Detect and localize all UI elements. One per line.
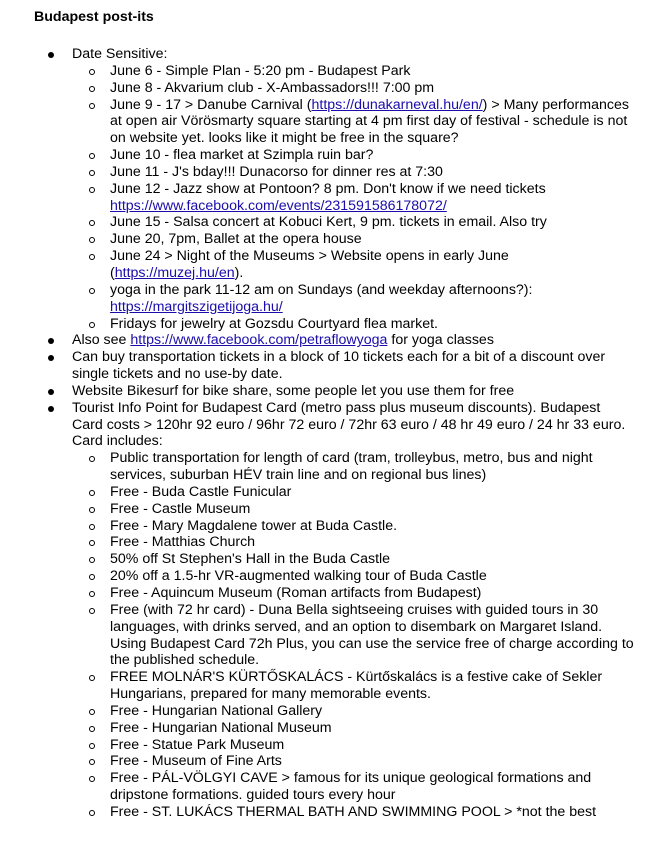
list-item-text: Free - Matthias Church	[110, 534, 256, 551]
date-sensitive-sublist	[72, 63, 634, 333]
hollow-bullet-icon	[89, 675, 95, 681]
list-item-text: Free - Buda Castle Funicular	[110, 483, 292, 500]
list-item-text: Fridays for jewelry at Gozsdu Courtyard flea market.	[110, 315, 439, 332]
hollow-bullet-icon	[89, 490, 95, 496]
list-item-text: June 15 - Salsa concert at Kobuci Kert, 9 pm. tickets in email. Also try	[110, 214, 547, 231]
list-item	[72, 534, 634, 551]
list-item	[72, 282, 634, 316]
list-item-text: FREE MOLNÁR'S KÜRTŐSKALÁCS - Kürtőskalács is a festive cake of Sekler Hungarians, prepared for many memorable events.	[110, 669, 603, 703]
filled-bullet-icon	[48, 406, 54, 412]
list-item-text: ) > Many performances at open air Vörösmarty square starting at 4 pm first day of festival - schedule is not on website yet. looks like it might be free in the square?	[110, 96, 629, 147]
hollow-bullet-icon	[89, 254, 95, 260]
list-item	[72, 214, 634, 231]
list-item	[72, 484, 634, 501]
hollow-bullet-icon	[89, 540, 95, 546]
list-item	[72, 703, 634, 720]
facebook-event-link[interactable]: https://www.facebook.com/events/231591586178072/	[110, 197, 447, 214]
list-item-budapest-card	[34, 400, 634, 821]
hollow-bullet-icon	[89, 103, 95, 109]
filled-bullet-icon	[48, 338, 54, 344]
hollow-bullet-icon	[89, 709, 95, 715]
hollow-bullet-icon	[89, 153, 95, 159]
list-item	[72, 316, 634, 333]
list-item-text: Website Bikesurf for bike share, some people let you use them for free	[72, 382, 515, 399]
hollow-bullet-icon	[89, 776, 95, 782]
list-item-text: June 10 - flea market at Szimpla ruin bar?	[110, 147, 374, 164]
list-item	[72, 669, 634, 703]
list-item-text: Free - Museum of Fine Arts	[110, 753, 282, 770]
list-item-transport-tickets	[34, 349, 634, 383]
hollow-bullet-icon	[89, 591, 95, 597]
hollow-bullet-icon	[89, 187, 95, 193]
list-item-text: for yoga classes	[387, 332, 494, 349]
list-item-text: ).	[234, 264, 244, 281]
muzej-link[interactable]: https://muzej.hu/en	[114, 264, 235, 281]
list-item-text: June 12 - Jazz show at Pontoon? 8 pm. Don't know if we need tickets	[110, 180, 546, 197]
list-item-text: 50% off St Stephen's Hall in the Buda Castle	[110, 551, 391, 568]
petraflowyoga-link[interactable]: https://www.facebook.com/petraflowyoga	[130, 332, 388, 349]
list-item-text: Free - Aquincum Museum (Roman artifacts from Budapest)	[110, 585, 482, 601]
list-item-label: Tourist Info Point for Budapest Card (metro pass plus museum discounts). Budapest Card costs > 120hr 92 euro / 96hr 72 euro / 72hr 63 euro / 48 hr 49 euro / 24 hr 33 euro. Card includes:	[72, 399, 626, 450]
list-item-text: Free - PÁL-VÖLGYI CAVE > famous for its unique geological formations and dripstone formations. guided tours every hour	[110, 770, 592, 804]
list-item	[72, 737, 634, 754]
list-item-text: June 9 - 17 > Danube Carnival (	[110, 96, 312, 113]
hollow-bullet-icon	[89, 810, 95, 816]
list-item	[72, 585, 634, 602]
hollow-bullet-icon	[89, 507, 95, 513]
hollow-bullet-icon	[89, 237, 95, 243]
list-item-text: Free (with 72 hr card) - Duna Bella sightseeing cruises with guided tours in 30 languages, with drinks served, and an option to disembark on Margaret Island. Using Budapest Card 72h Plus, you can use the service free of charge according to the published schedule.	[110, 601, 634, 669]
hollow-bullet-icon	[89, 574, 95, 580]
list-item-text: June 20, 7pm, Ballet at the opera house	[110, 231, 362, 248]
hollow-bullet-icon	[89, 288, 95, 294]
list-item-text: Free - ST. LUKÁCS THERMAL BATH AND SWIMMING POOL > *not the best	[110, 803, 597, 820]
list-item	[72, 147, 634, 164]
document-title: Budapest post-its	[34, 9, 154, 25]
list-item	[72, 501, 634, 518]
list-item-text: Also see	[72, 332, 131, 349]
list-item	[72, 518, 634, 535]
list-item-also-see	[34, 332, 634, 349]
list-item	[72, 804, 634, 821]
list-item	[72, 63, 634, 80]
list-item-text: June 24 > Night of the Museums > Website opens in early June (	[110, 248, 509, 281]
list-item	[72, 164, 634, 181]
hollow-bullet-icon	[89, 743, 95, 749]
list-item	[72, 450, 634, 484]
list-item-label: Date Sensitive:	[72, 46, 168, 62]
list-item-text: 20% off a 1.5-hr VR-augmented walking tour of Buda Castle	[110, 568, 487, 585]
hollow-bullet-icon	[89, 524, 95, 530]
budapest-card-sublist	[72, 450, 634, 821]
list-item-text: yoga in the park 11-12 am on Sundays (and weekday afternoons?):	[110, 281, 533, 298]
hollow-bullet-icon	[89, 170, 95, 176]
list-item	[72, 602, 634, 669]
list-item-text: Can buy transportation tickets in a block of 10 tickets each for a bit of a discount over single tickets and no use-by date.	[72, 349, 606, 383]
hollow-bullet-icon	[89, 759, 95, 765]
list-item	[72, 551, 634, 568]
hollow-bullet-icon	[89, 557, 95, 563]
list-item	[72, 248, 634, 282]
hollow-bullet-icon	[89, 220, 95, 226]
main-list	[34, 46, 634, 821]
dunakarneval-link[interactable]: https://dunakarneval.hu/en/	[311, 96, 483, 113]
list-item-text: June 11 - J's bday!!! Dunacorso for dinner res at 7:30	[110, 163, 443, 180]
hollow-bullet-icon	[89, 86, 95, 92]
hollow-bullet-icon	[89, 608, 95, 614]
list-item	[72, 80, 634, 97]
list-item-text: Free - Mary Magdalene tower at Buda Castle.	[110, 517, 398, 534]
list-item-text: Free - Hungarian National Gallery	[110, 702, 323, 719]
list-item-text: Free - Statue Park Museum	[110, 736, 285, 753]
list-item-text: June 6 - Simple Plan - 5:20 pm - Budapest Park	[110, 62, 411, 79]
list-item	[72, 181, 634, 215]
list-item-text: June 8 - Akvarium club - X-Ambassadors!!! 7:00 pm	[110, 79, 435, 96]
list-item-bikesurf	[34, 383, 634, 400]
list-item	[72, 568, 634, 585]
list-item-date-sensitive	[34, 46, 634, 332]
hollow-bullet-icon	[89, 726, 95, 732]
hollow-bullet-icon	[89, 322, 95, 328]
list-item	[72, 770, 634, 804]
hollow-bullet-icon	[89, 69, 95, 75]
filled-bullet-icon	[48, 52, 54, 58]
list-item-text: Public transportation for length of card (tram, trolleybus, metro, bus and night services, suburban HÉV train line and on regional bus lines)	[110, 450, 593, 484]
filled-bullet-icon	[48, 355, 54, 361]
margitszigetijoga-link[interactable]: https://margitszigetijoga.hu/	[110, 298, 283, 315]
list-item	[72, 97, 634, 148]
list-item-text: Free - Castle Museum	[110, 500, 251, 517]
list-item	[72, 231, 634, 248]
list-item	[72, 720, 634, 737]
list-item	[72, 753, 634, 770]
list-item-text: Free - Hungarian National Museum	[110, 719, 332, 736]
filled-bullet-icon	[48, 389, 54, 395]
hollow-bullet-icon	[89, 456, 95, 462]
